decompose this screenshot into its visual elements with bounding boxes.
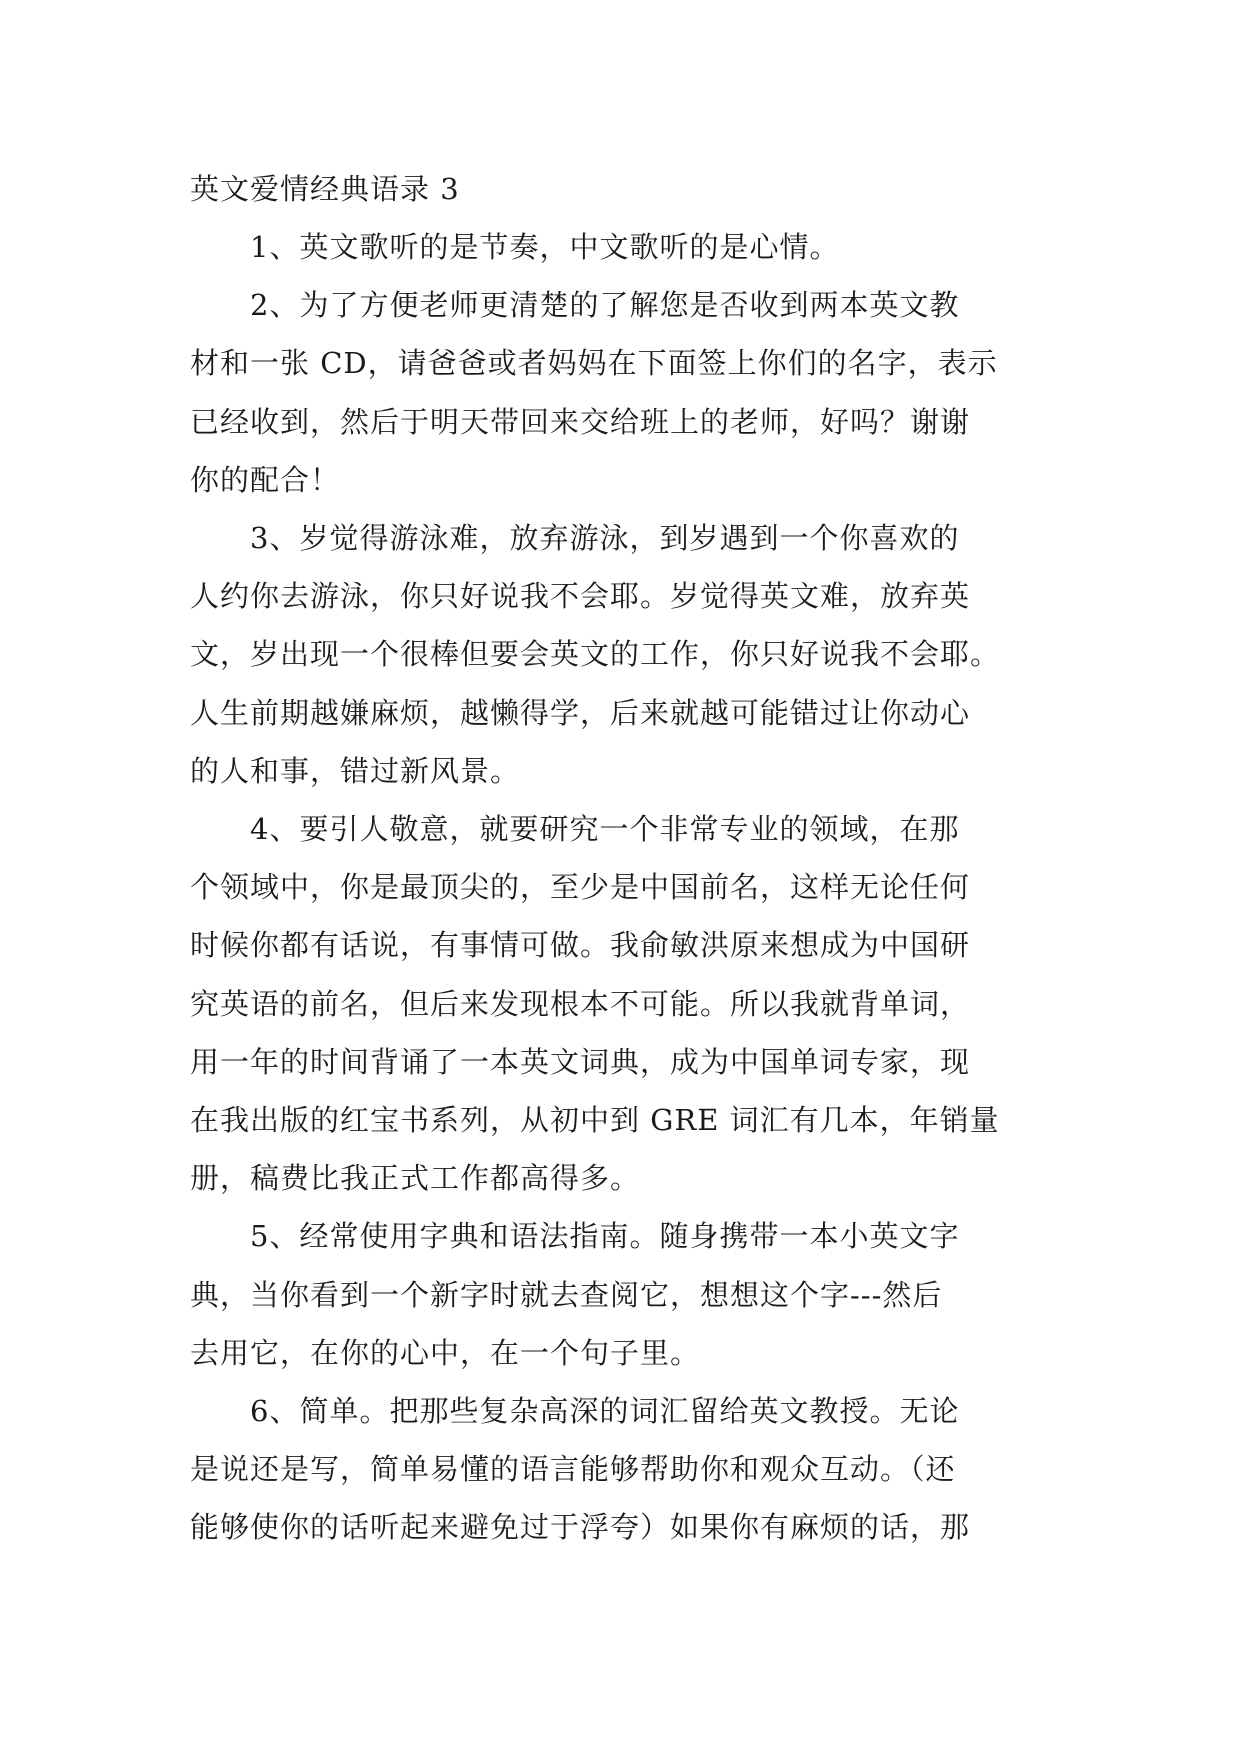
paragraph-line: 去用它，在你的心中，在一个句子里。 <box>190 1335 701 1370</box>
paragraph-line: 典，当你看到一个新字时就去查阅它，想想这个字---然后 <box>190 1277 943 1312</box>
paragraph-line: 2、为了方便老师更清楚的了解您是否收到两本英文教 <box>250 288 960 323</box>
paragraph-line: 时候你都有话说，有事情可做。我俞敏洪原来想成为中国研 <box>190 928 971 963</box>
paragraph-line: 人生前期越嫌麻烦，越懒得学，后来就越可能错过让你动心 <box>190 695 971 730</box>
paragraph-6 <box>190 1382 1060 1557</box>
paragraph-2 <box>190 276 1060 509</box>
paragraph-line: 1、英文歌听的是节奏，中文歌听的是心情。 <box>250 230 840 264</box>
paragraph-line: 人约你去游泳，你只好说我不会耶。岁觉得英文难，放弃英 <box>190 579 971 614</box>
paragraph-line: 个领域中，你是最顶尖的，至少是中国前名，这样无论任何 <box>190 870 971 905</box>
paragraph-line: 在我出版的红宝书系列，从初中到 GRE 词汇有几本，年销量 <box>190 1103 1000 1138</box>
paragraph-line: 3、岁觉得游泳难，放弃游泳，到岁遇到一个你喜欢的 <box>250 521 960 556</box>
paragraph-line: 的人和事，错过新风景。 <box>190 753 521 788</box>
paragraph-line: 材和一张 CD，请爸爸或者妈妈在下面签上你们的名字，表示 <box>190 346 998 381</box>
paragraph-line: 4、要引人敬意，就要研究一个非常专业的领域，在那 <box>250 812 960 847</box>
paragraph-line: 用一年的时间背诵了一本英文词典，成为中国单词专家，现 <box>190 1044 971 1079</box>
document-title: 英文爱情经典语录 3 <box>190 172 460 206</box>
paragraph-line: 已经收到，然后于明天带回来交给班上的老师，好吗？谢谢 <box>190 404 971 439</box>
paragraph-line: 6、简单。把那些复杂高深的词汇留给英文教授。无论 <box>250 1394 960 1429</box>
paragraph-line: 你的配合！ <box>190 462 341 497</box>
paragraph-line: 5、经常使用字典和语法指南。随身携带一本小英文字 <box>250 1219 960 1254</box>
paragraph-line: 究英语的前名，但后来发现根本不可能。所以我就背单词， <box>190 986 971 1021</box>
paragraph-line: 是说还是写，简单易懂的语言能够帮助你和观众互动。（还 <box>190 1452 956 1487</box>
paragraph-line: 册，稿费比我正式工作都高得多。 <box>190 1161 641 1196</box>
paragraph-4 <box>190 800 1060 1207</box>
paragraph-1 <box>190 218 1060 276</box>
paragraph-line: 能够使你的话听起来避免过于浮夸）如果你有麻烦的话，那 <box>190 1510 971 1545</box>
document-body <box>190 160 1060 1557</box>
paragraph-5 <box>190 1207 1060 1382</box>
paragraph-3 <box>190 509 1060 800</box>
paragraph-line: 文，岁出现一个很棒但要会英文的工作，你只好说我不会耶。 <box>190 637 1001 672</box>
